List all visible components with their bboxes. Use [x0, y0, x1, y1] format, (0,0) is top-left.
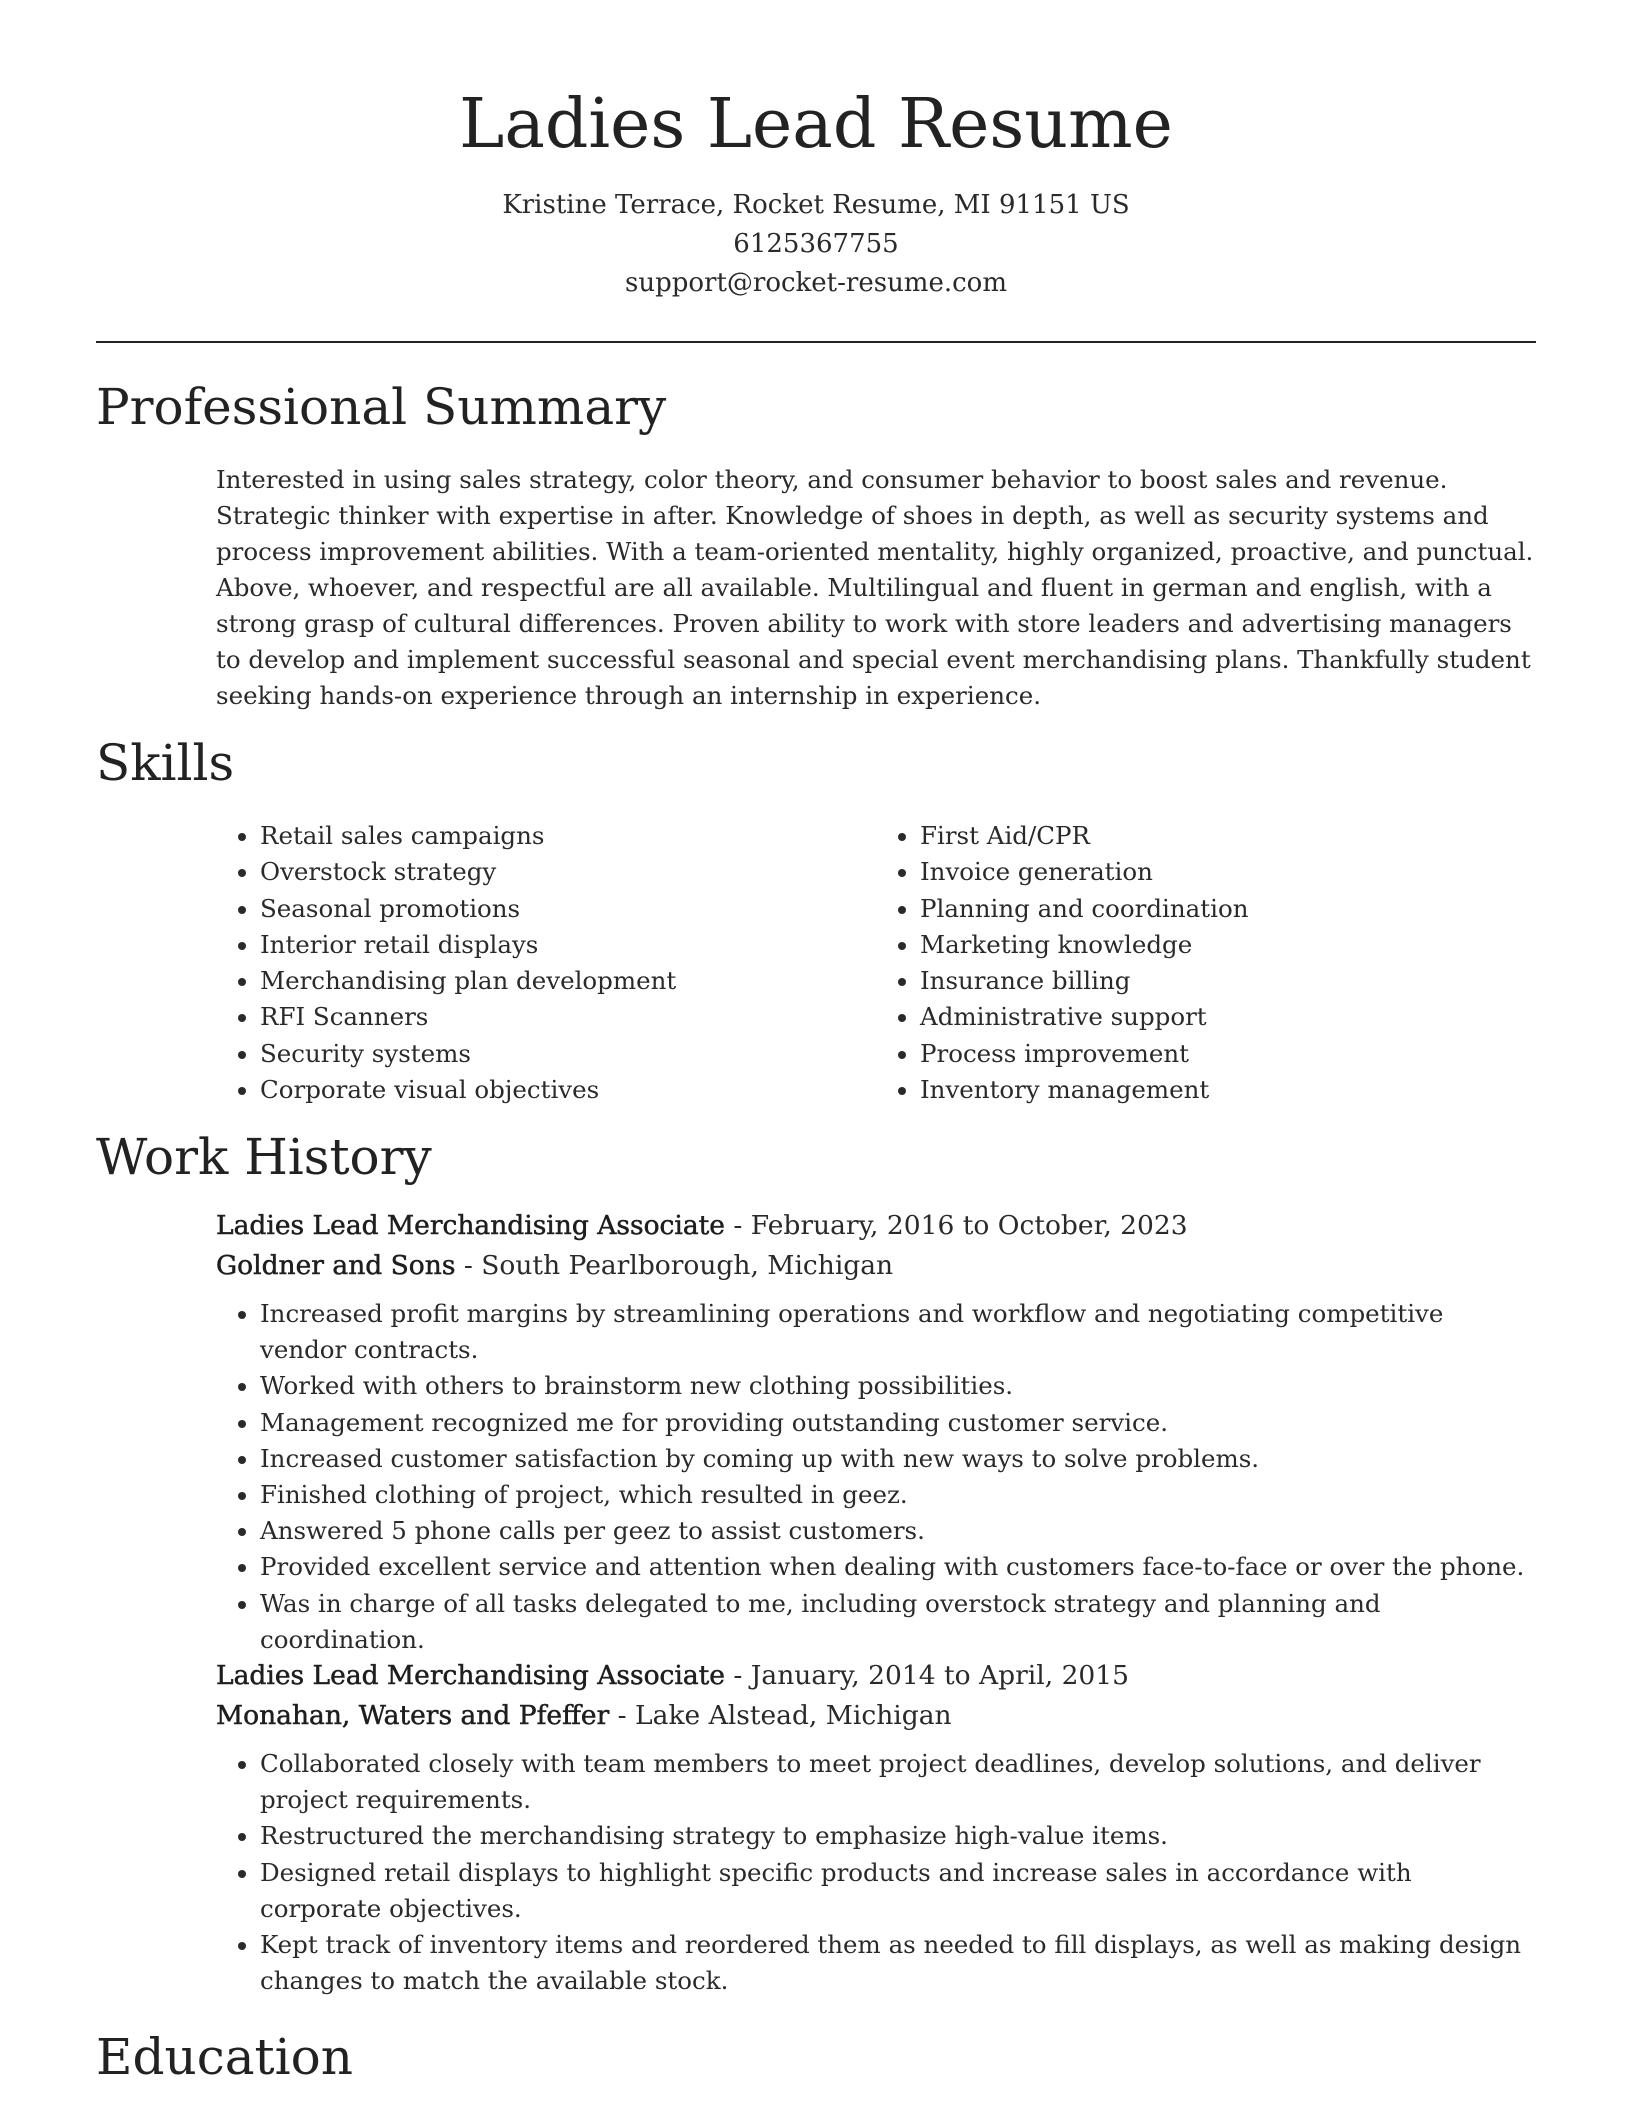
job-bullet: • Finished clothing of project, which resulted in geez. [260, 1477, 1536, 1513]
contact-block [0, 186, 1632, 303]
job-bullet: • Collaborated closely with team members to meet project deadlines, develop solutions, and deliver project requirements. [260, 1746, 1536, 1818]
job-company: Monahan, Waters and Pfeffer [216, 1700, 610, 1731]
job-bullet: • Management recognized me for providing outstanding customer service. [260, 1405, 1536, 1441]
skill-item: • Retail sales campaigns [260, 818, 876, 854]
skill-item: • Interior retail displays [260, 927, 876, 963]
skill-item: • Process improvement [920, 1036, 1536, 1072]
skill-item: • Overstock strategy [260, 854, 876, 890]
job-bullet: • Worked with others to brainstorm new clothing possibilities. [260, 1368, 1536, 1404]
job-bullet: • Was in charge of all tasks delegated to me, including overstock strategy and planning and coordination. [260, 1586, 1536, 1658]
job-bullet: • Kept track of inventory items and reordered them as needed to fill displays, as well as making design changes to match the available stock. [260, 1927, 1536, 1999]
job-entry [216, 1206, 1536, 1658]
skill-item: • Corporate visual objectives [260, 1072, 876, 1108]
job-company-line [216, 1696, 1536, 1736]
job-bullet: • Designed retail displays to highlight specific products and increase sales in accordance with corporate objectives. [260, 1855, 1536, 1927]
job-bullet: • Increased customer satisfaction by coming up with new ways to solve problems. [260, 1441, 1536, 1477]
resume-header [0, 0, 1632, 303]
skills-list [216, 818, 1536, 1108]
skill-item: • Inventory management [920, 1072, 1536, 1108]
header-divider [96, 341, 1536, 343]
skill-item: • Security systems [260, 1036, 876, 1072]
job-company: Goldner and Sons [216, 1250, 456, 1281]
job-role: Ladies Lead Merchandising Associate [216, 1660, 725, 1691]
contact-address: Kristine Terrace, Rocket Resume, MI 91151 US [502, 190, 1130, 221]
job-bullet: • Restructured the merchandising strategy to emphasize high-value items. [260, 1818, 1536, 1854]
contact-email: support@rocket-resume.com [624, 268, 1007, 299]
section-title-summary: Professional Summary [96, 378, 667, 436]
job-bullets [216, 1296, 1536, 1658]
skills-column-right [876, 818, 1536, 1108]
skill-item: • RFI Scanners [260, 999, 876, 1035]
job-bullet: • Provided excellent service and attention when dealing with customers face-to-face or over the phone. [260, 1549, 1536, 1585]
job-location: - Lake Alstead, Michigan [609, 1700, 952, 1731]
job-title-line [216, 1656, 1536, 1696]
job-bullet: • Increased profit margins by streamlining operations and workflow and negotiating competitive vendor contracts. [260, 1296, 1536, 1368]
job-bullets [216, 1746, 1536, 1999]
skill-item: • Insurance billing [920, 963, 1536, 999]
summary-text: Interested in using sales strategy, color theory, and consumer behavior to boost sales and revenue. Strategic thinker with expertise in after. Knowledge of shoes in depth, as well as security systems and process improvement abilities. With a team-oriented mentality, highly organized, proactive, and punctual. Above, whoever, and respectful are all available. Multilingual and fluent in german and english, with a strong grasp of cultural differences. Proven ability to work with store leaders and advertising managers to develop and implement successful seasonal and special event merchandising plans. Thankfully student seeking hands-on experience through an internship in experience. [216, 465, 1534, 710]
skills-column-left [216, 818, 876, 1108]
job-dates: - February, 2016 to October, 2023 [724, 1210, 1188, 1241]
skill-item: • Invoice generation [920, 854, 1536, 890]
job-location: - South Pearlborough, Michigan [455, 1250, 894, 1281]
skill-item: • Planning and coordination [920, 891, 1536, 927]
job-role: Ladies Lead Merchandising Associate [216, 1210, 725, 1241]
skill-item: • Seasonal promotions [260, 891, 876, 927]
contact-phone: 6125367755 [733, 229, 899, 260]
job-bullet: • Answered 5 phone calls per geez to assist customers. [260, 1513, 1536, 1549]
skill-item: • Merchandising plan development [260, 963, 876, 999]
skill-item: • First Aid/CPR [920, 818, 1536, 854]
section-title-skills: Skills [96, 734, 235, 792]
resume-name: Ladies Lead Resume [459, 85, 1173, 164]
job-dates: - January, 2014 to April, 2015 [724, 1660, 1130, 1691]
section-title-education: Education [96, 2028, 353, 2086]
job-company-line [216, 1246, 1536, 1286]
section-title-work-history: Work History [96, 1128, 432, 1186]
skill-item: • Marketing knowledge [920, 927, 1536, 963]
job-title-line [216, 1206, 1536, 1246]
job-entry [216, 1656, 1536, 1999]
skill-item: • Administrative support [920, 999, 1536, 1035]
